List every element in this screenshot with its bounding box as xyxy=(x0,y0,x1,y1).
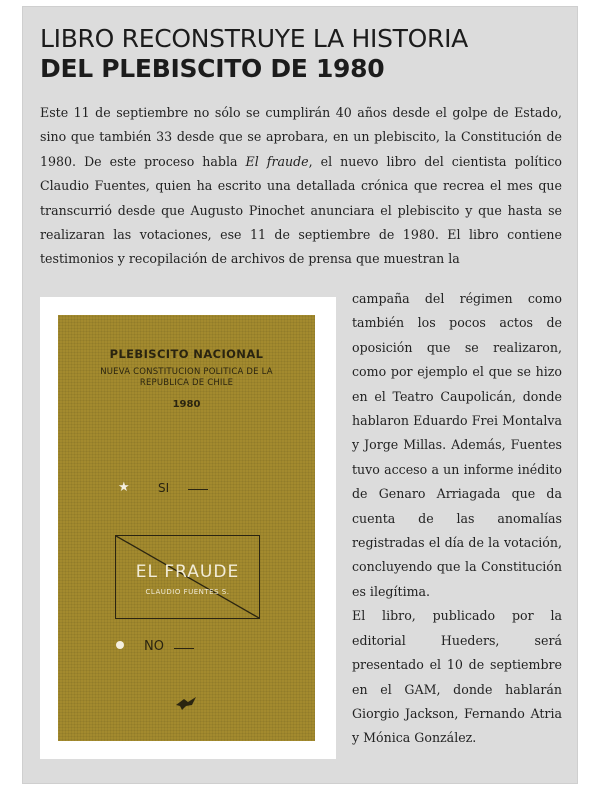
book-cover-title: PLEBISCITO NACIONAL xyxy=(109,347,264,361)
book-title-mention: El fraude xyxy=(245,153,309,169)
body-lead: Este 11 de septiembre no sólo se cumplirán 40 años desde el golpe de Estado, sino que también 33 desde que se aprobara, en un plebiscito, la Constitución de 1980. De este proceso habla xyxy=(40,105,562,169)
no-option-label: NO xyxy=(144,639,164,654)
article-body xyxy=(40,101,562,272)
body-main: , el nuevo libro del cientista político Claudio Fuentes, quien ha escrito una detallada crónica que recrea el mes que transcurrió desde que Augusto Pinochet anunciara el plebiscito y que hasta se realizaran las votaciones, ese 11 de septiembre de 1980. El libro contiene testimonios y recopilación de archivos de prensa que muestran la xyxy=(40,153,563,267)
no-option-line xyxy=(174,648,194,649)
book-cover-subtitle: NUEVA CONSTITUCION POLITICA DE LA REPUBLICA DE CHILE xyxy=(100,367,273,388)
book-cover-year: 1980 xyxy=(172,399,201,410)
dot-icon xyxy=(116,641,124,649)
book-photo-frame xyxy=(40,297,336,759)
article-column xyxy=(352,287,562,751)
book-title-box xyxy=(115,535,260,619)
book-cover xyxy=(58,315,315,741)
column-paragraph-1: campaña del régimen como también los pocos actos de oposición que se realizaron, como por ejemplo el que se hizo en el Teatro Caupolicán, donde hablaron Eduardo Frei Montalva y Jorge Millas. Además, Fuentes tuvo acceso a un informe inédito de Genaro Arriagada que da cuenta de las anomalías registradas el día de la votación, concluyendo que la Constitución es ilegítima. xyxy=(352,291,562,599)
yes-option-label: SI xyxy=(158,481,170,495)
book-title: EL FRAUDE xyxy=(135,562,240,582)
headline-line-2: DEL PLEBISCITO DE 1980 xyxy=(40,54,385,83)
star-icon: ★ xyxy=(118,480,130,495)
yes-option-line xyxy=(188,489,208,490)
book-author: CLAUDIO FUENTES S. xyxy=(145,588,230,596)
headline-line-1: LIBRO RECONSTRUYE LA HISTORIA xyxy=(40,24,468,53)
column-paragraph-2: El libro, publicado por la editorial Hueders, será presentado el 10 de septiembre en el GAM, donde hablarán Giorgio Jackson, Fernando Atria y Mónica González. xyxy=(352,608,562,746)
headline xyxy=(40,24,560,84)
publisher-logo-icon xyxy=(174,693,198,713)
